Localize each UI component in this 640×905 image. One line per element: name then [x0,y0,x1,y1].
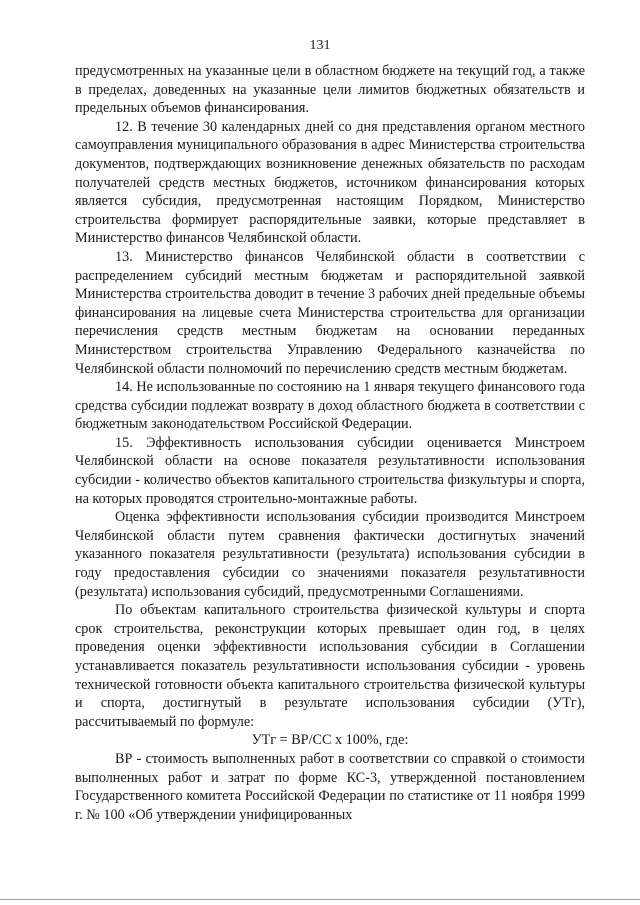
paragraph-vr-definition: ВР - стоимость выполненных работ в соответствии со справкой о стоимости выполненных работ и затрат по форме КС-3, утвержденной постановлением Государственного комитета Российской Федерации по статистике от 11 ноября 1999 г. № 100 «Об утверждении унифицированных [75,750,585,823]
formula-line: УТг = ВР/СС х 100%, где: [251,732,409,749]
scan-bottom-edge [0,899,640,900]
paragraph-evaluation: Оценка эффективности использования субсидии производится Минстроем Челябинской области путем сравнения фактически достигнутых значений указанного показателя результативности (результата) использования субсидии в году предоставления субсидии со значениями показателя результативности (результата) использования субсидий, предусмотренными Соглашениями. [75,509,585,600]
document-body [75,62,585,824]
paragraph-construction-objects: По объектам капитального строительства физической культуры и спорта срок строительства, реконструкции которых превышает один год, в целях проведения оценки эффективности использования субсидии в Соглашении устанавливается показатель результативности использования субсидии - уровень технической готовности объекта капитального строительства физической культуры и спорта, достигнутый в результате использования субсидии (УТг), рассчитываемый по формуле: [75,602,585,730]
paragraph-item-14: 14. Не использованные по состоянию на 1 января текущего финансового года средства субсидии подлежат возврату в доход областного бюджета в соответствии с бюджетным законодательством Российской Федерации. [75,379,585,433]
paragraph-item-12: 12. В течение 30 календарных дней со дня представления органом местного самоуправления муниципального образования в адрес Министерства строительства документов, подтверждающих возникновение денежных обязательств по расходам получателей средств местных бюджетов, источником финансирования которых является субсидия, предусмотренная настоящим Порядком, Министерство строительства формирует распорядительные заявки, которые представляет в Министерство финансов Челябинской области. [75,118,585,247]
paragraph-item-15: 15. Эффективность использования субсидии оценивается Минстроем Челябинской области на основе показателя результативности использования субсидии - количество объектов капитального строительства физкультуры и спорта, на которых проводятся строительно-монтажные работы. [75,434,585,507]
paragraph-continuation: предусмотренных на указанные цели в областном бюджете на текущий год, а также в пределах, доведенных на указанные цели лимитов бюджетных обязательств и предельных объемов финансирования. [75,63,585,117]
page-number: 131 [309,38,331,53]
paragraph-item-13: 13. Министерство финансов Челябинской области в соответствии с распределением субсидий местным бюджетам и распорядительной заявкой Министерства строительства доводит в течение 3 рабочих дней предельные объемы финансирования на лицевые счета Министерства строительства для организации перечисления средств местным бюджетам на основании переданных Министерством строительства Управлению Федерального казначейства по Челябинской области полномочий по перечислению средств местным бюджетам. [75,248,585,377]
